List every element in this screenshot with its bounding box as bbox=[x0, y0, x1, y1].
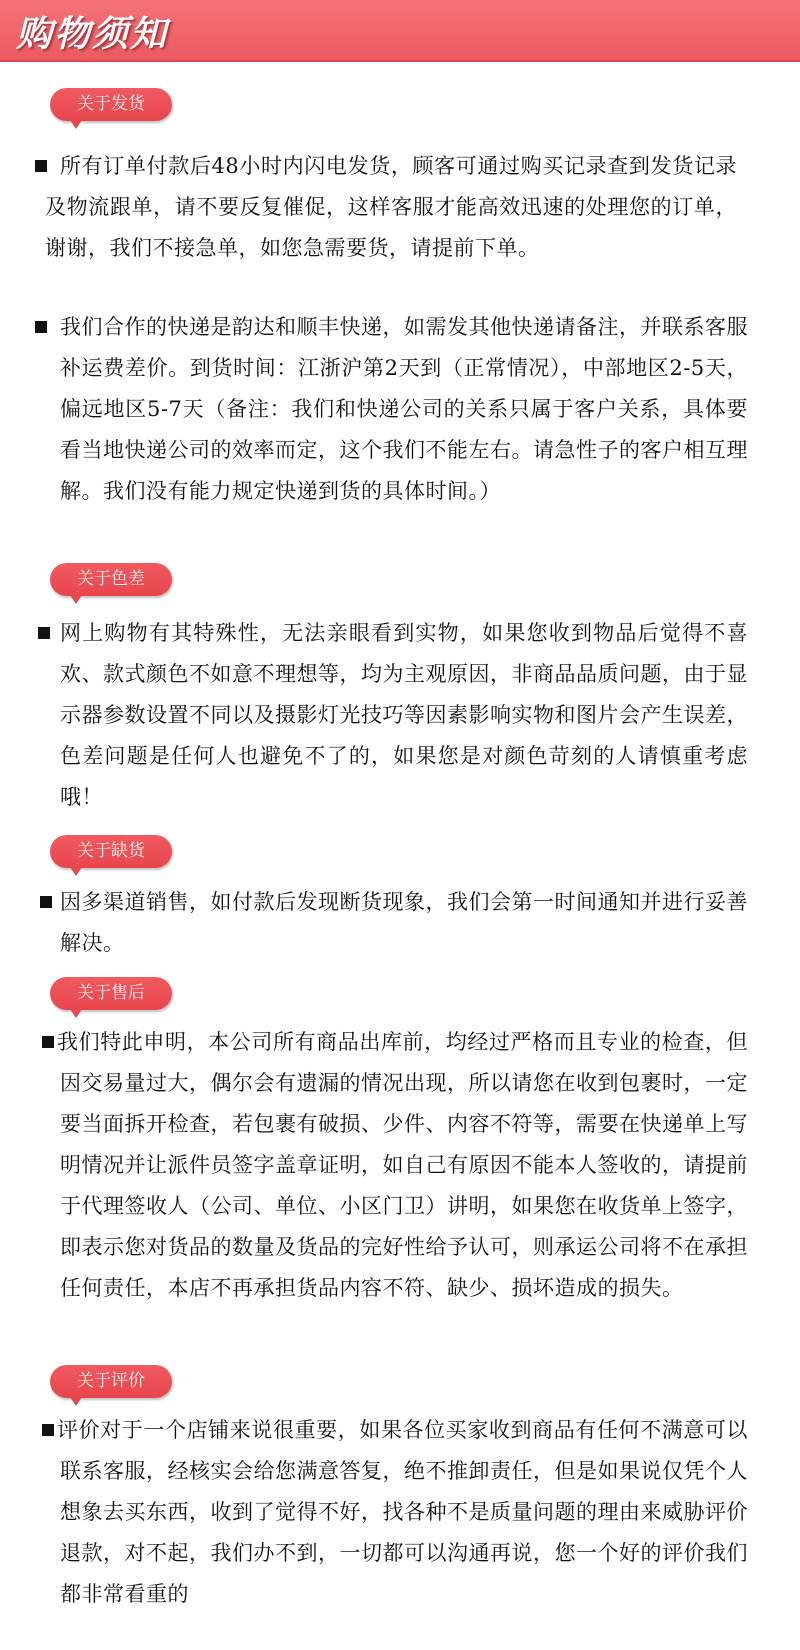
paragraph-color-difference: 网上购物有其特殊性，无法亲眼看到实物，如果您收到物品后觉得不喜欢、款式颜色不如意不理想等，均为主观原因，非商品品质问题，由于显示器参数设置不同以及摄影灯光技巧等因素影响实物和图片会产生误差，色差问题是任何人也避免不了的，如果您是对颜色苛刻的人请慎重考虑哦！ bbox=[60, 621, 748, 809]
paragraph-courier-info: 我们合作的快递是韵达和顺丰快递，如需发其他快递请备注，并联系客服补运费差价。到货时间：江浙沪第2天到（正常情况），中部地区2-5天，偏远地区5-7天（备注：我们和快递公司的关系只属于客户关系，具体要看当地快递公司的效率而定，这个我们不能左右。请急性子的客户相互理解。我们没有能力规定快递到货的具体时间。） bbox=[60, 315, 748, 503]
bullet-square-icon bbox=[42, 1424, 54, 1436]
bullet-square-icon bbox=[40, 896, 52, 908]
tag-after-sales: 关于售后 bbox=[50, 977, 172, 1010]
paragraph-after-sales: 我们特此申明，本公司所有商品出库前，均经过严格而且专业的检查，但因交易量过大，偶尔会有遗漏的情况出现，所以请您在收到包裹时，一定要当面拆开检查，若包裹有破损、少件、内容不符等，需要在快递单上写明情况并让派件员签字盖章证明，如自己有原因不能本人签收的，请提前于代理签收人（公司、单位、小区门卫）讲明，如果您在收货单上签字，即表示您对货品的数量及货品的完好性给予认可，则承运公司将不在承担任何责任，本店不再承担货品内容不符、缺少、损坏造成的损失。 bbox=[57, 1030, 748, 1300]
page-title: 购物须知 bbox=[16, 14, 169, 55]
tag-reviews: 关于评价 bbox=[50, 1365, 172, 1398]
bullet-square-icon bbox=[35, 321, 47, 333]
paragraph-reviews: 评价对于一个店铺来说很重要，如果各位买家收到商品有任何不满意可以联系客服，经核实会给您满意答复，绝不推卸责任，但是如果说仅凭个人想象去买东西，收到了觉得不好，找各种不是质量问题的理由来威胁评价退款，对不起，我们办不到，一切都可以沟通再说，您一个好的评价我们都非常看重的 bbox=[57, 1418, 748, 1606]
tag-shipping: 关于发货 bbox=[50, 88, 172, 121]
tag-out-of-stock: 关于缺货 bbox=[50, 835, 172, 868]
header-banner bbox=[0, 0, 800, 62]
tag-color-difference: 关于色差 bbox=[50, 563, 172, 596]
paragraph-out-of-stock: 因多渠道销售，如付款后发现断货现象，我们会第一时间通知并进行妥善解决。 bbox=[60, 890, 748, 955]
paragraph-shipping-time: 所有订单付款后48小时内闪电发货，顾客可通过购买记录查到发货记录及物流跟单，请不要反复催促，这样客服才能高效迅速的处理您的订单，谢谢，我们不接急单，如您急需要货，请提前下单。 bbox=[45, 154, 737, 260]
bullet-square-icon bbox=[42, 1036, 54, 1048]
bullet-square-icon bbox=[38, 627, 50, 639]
